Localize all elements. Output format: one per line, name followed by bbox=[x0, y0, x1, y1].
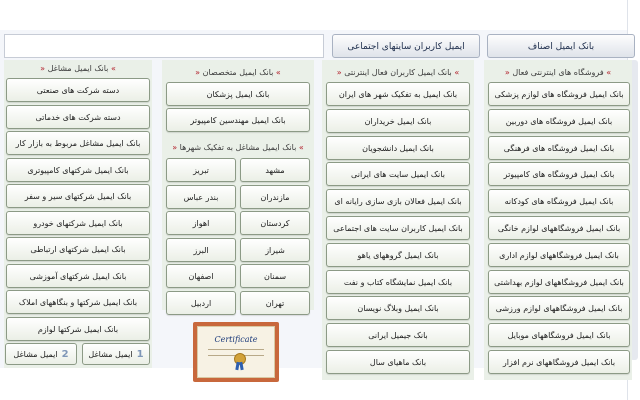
job-item-button[interactable]: دسته شرکت های خدماتی bbox=[6, 105, 150, 129]
tab-social-users[interactable]: ایمیل کاربران سایتهای اجتماعی bbox=[332, 34, 480, 58]
stores-header-text: فروشگاه های اینترنتی فعال bbox=[512, 68, 604, 77]
page-1-button[interactable]: 1ایمیل مشاغل bbox=[82, 343, 150, 365]
job-item-button[interactable]: بانک ایمیل شرکتها و بنگاههای املاک bbox=[6, 290, 150, 314]
user-item-button[interactable]: بانک ایمیل به تفکیک شهر های ایران bbox=[326, 82, 470, 106]
experts-header-text: بانک ایمیل متخصصان bbox=[202, 68, 274, 77]
window-top-area bbox=[0, 0, 640, 30]
user-item-button[interactable]: بانک جیمیل ایرانی bbox=[326, 323, 470, 347]
user-item-button[interactable]: بانک ایمیل فعالان بازی سازی رایانه ای bbox=[326, 189, 470, 213]
store-item-button[interactable]: بانک ایمیل فروشگاههای موبایل bbox=[488, 323, 630, 347]
users-header: » بانک ایمیل کاربران فعال اینترنتی « bbox=[336, 68, 460, 77]
store-item-button[interactable]: بانک ایمیل فروشگاه های لوازم پزشکی bbox=[488, 82, 630, 106]
users-header-text: بانک ایمیل کاربران فعال اینترنتی bbox=[344, 68, 452, 77]
search-input[interactable] bbox=[4, 34, 324, 58]
expert-item-button[interactable]: بانک ایمیل مهندسین کامپیوتر bbox=[166, 108, 310, 132]
city-item-button[interactable]: اردبیل bbox=[166, 291, 236, 315]
city-item-button[interactable]: اهواز bbox=[166, 211, 236, 235]
city-item-button[interactable]: مازندران bbox=[240, 185, 310, 209]
city-item-button[interactable]: شیراز bbox=[240, 238, 310, 262]
job-item-button[interactable]: بانک ایمیل شرکتهای ارتباطی bbox=[6, 237, 150, 261]
stores-header: » فروشگاه های اینترنتی فعال « bbox=[504, 68, 612, 77]
store-item-button[interactable]: بانک ایمیل فروشگاه های دوربین bbox=[488, 109, 630, 133]
certificate-image bbox=[193, 322, 279, 382]
user-item-button[interactable]: بانک ایمیل نمایشگاه کتاب و نفت bbox=[326, 270, 470, 294]
store-item-button[interactable]: بانک ایمیل فروشگاههای لوازم خانگی bbox=[488, 216, 630, 240]
page-2-button[interactable]: 2ایمیل مشاغل bbox=[5, 343, 77, 365]
cities-header-text: بانک ایمیل مشاغل به تفکیک شهرها bbox=[179, 143, 297, 152]
city-item-button[interactable]: تبریز bbox=[166, 158, 236, 182]
store-item-button[interactable]: بانک ایمیل فروشگاههای لوازم بهداشتی bbox=[488, 270, 630, 294]
tab-guild-email-bank[interactable]: بانک ایمیل اصناف bbox=[487, 34, 635, 58]
job-item-button[interactable]: بانک ایمیل شرکتهای سیر و سفر bbox=[6, 184, 150, 208]
job-item-button[interactable]: دسته شرکت های صنعتی bbox=[6, 78, 150, 102]
city-item-button[interactable]: البرز bbox=[166, 238, 236, 262]
city-item-button[interactable]: اصفهان bbox=[166, 264, 236, 288]
store-item-button[interactable]: بانک ایمیل فروشگاه های کامپیوتر bbox=[488, 162, 630, 186]
city-item-button[interactable]: مشهد bbox=[240, 158, 310, 182]
certificate-title: Certificate bbox=[214, 335, 258, 344]
user-item-button[interactable]: بانک ایمیل خریداران bbox=[326, 109, 470, 133]
city-item-button[interactable]: کردستان bbox=[240, 211, 310, 235]
job-item-button[interactable]: بانک ایمیل مشاغل مربوط به بازار کار bbox=[6, 131, 150, 155]
user-item-button[interactable]: بانک ایمیل سایت های ایرانی bbox=[326, 162, 470, 186]
expert-item-button[interactable]: بانک ایمیل پزشکان bbox=[166, 82, 310, 106]
user-item-button[interactable]: بانک ایمیل دانشجویان bbox=[326, 136, 470, 160]
store-item-button[interactable]: بانک ایمیل فروشگاه های فرهنگی bbox=[488, 136, 630, 160]
jobs-header-text: بانک ایمیل مشاغل bbox=[47, 64, 109, 73]
jobs-header: » بانک ایمیل مشاغل « bbox=[40, 64, 116, 73]
user-item-button[interactable]: بانک ایمیل گروههای یاهو bbox=[326, 243, 470, 267]
city-item-button[interactable]: سمنان bbox=[240, 264, 310, 288]
user-item-button[interactable]: بانک ایمیل کاربران سایت های اجتماعی bbox=[326, 216, 470, 240]
city-item-button[interactable]: بندر عباس bbox=[166, 185, 236, 209]
store-item-button[interactable]: بانک ایمیل فروشگاههای لوازم اداری bbox=[488, 243, 630, 267]
city-item-button[interactable]: تهران bbox=[240, 291, 310, 315]
job-item-button[interactable]: بانک ایمیل شرکتهای خودرو bbox=[6, 211, 150, 235]
cities-header: » بانک ایمیل مشاغل به تفکیک شهرها « bbox=[172, 143, 304, 152]
store-item-button[interactable]: بانک ایمیل فروشگاههای لوازم ورزشی bbox=[488, 296, 630, 320]
job-item-button[interactable]: بانک ایمیل شرکتهای کامپیوتری bbox=[6, 158, 150, 182]
user-item-button[interactable]: بانک ایمیل وبلاگ نویسان bbox=[326, 296, 470, 320]
store-item-button[interactable]: بانک ایمیل فروشگاههای نرم افزار bbox=[488, 350, 630, 374]
store-item-button[interactable]: بانک ایمیل فروشگاه های کودکانه bbox=[488, 189, 630, 213]
job-item-button[interactable]: بانک ایمیل شرکتهای آموزشی bbox=[6, 264, 150, 288]
job-item-button[interactable]: بانک ایمیل شرکتها لوازم bbox=[6, 317, 150, 341]
experts-header: » بانک ایمیل متخصصان « bbox=[195, 68, 281, 77]
user-item-button[interactable]: بانک ماهیای سال bbox=[326, 350, 470, 374]
